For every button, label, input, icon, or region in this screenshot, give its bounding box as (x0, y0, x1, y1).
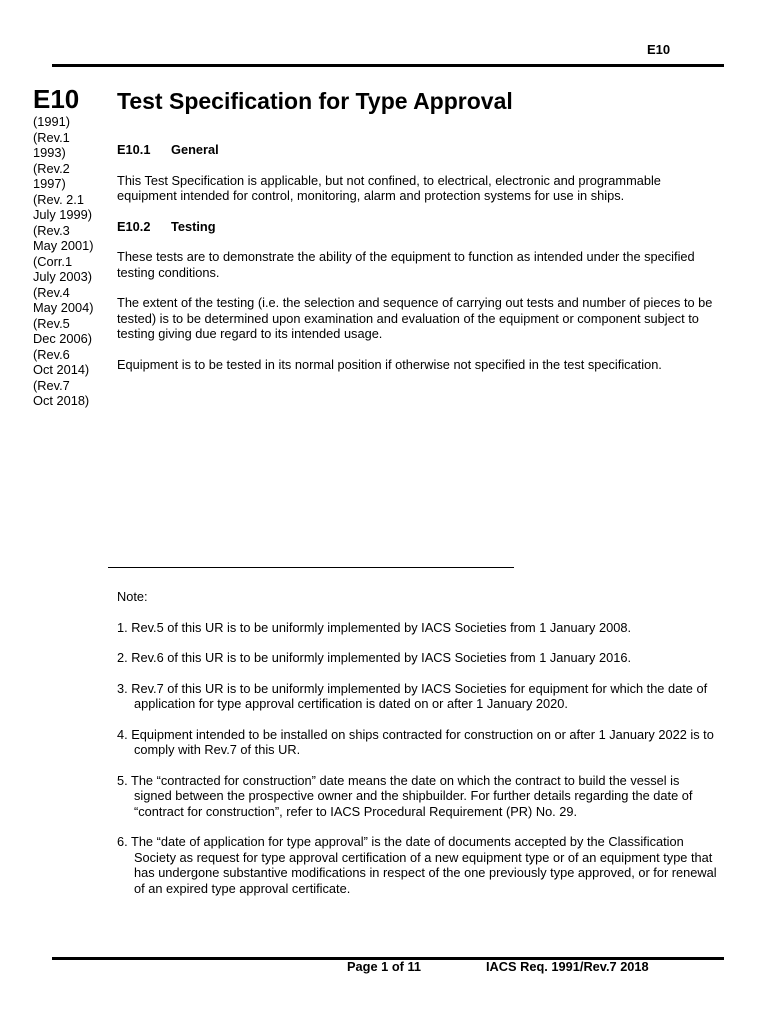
note-item: 3. Rev.7 of this UR is to be uniformly implemented by IACS Societies for equipment for which the date of application for type approval certification is dated on or after 1 January 2020. (117, 680, 708, 711)
revision-line: (Corr.1 (33, 253, 73, 269)
header-doc-code: E10 (647, 42, 671, 57)
revision-line: (Rev.6 (33, 346, 70, 362)
revision-line: July 1999) (33, 207, 93, 222)
revision-line: (Rev.2 (33, 160, 70, 176)
revision-line: May 2004) (33, 300, 94, 315)
section-number: E10.1 (117, 142, 151, 157)
revision-line: (Rev.5 (33, 315, 70, 331)
section-title: General (171, 142, 219, 157)
note-item: 5. The “contracted for construction” date means the date on which the contract to build the vessel is signed between the prospective owner and the shipbuilder. For further details regarding the date of “contract for construction”, refer to IACS Procedural Requirement (PR) No. 29. (117, 772, 693, 819)
page-title: Test Specification for Type Approval (117, 88, 513, 114)
revision-line: (Rev.1 (33, 129, 70, 145)
revision-line: Oct 2014) (33, 362, 90, 377)
header-rule (52, 64, 724, 67)
revision-line: May 2001) (33, 238, 94, 253)
revision-line: (Rev.7 (33, 377, 70, 393)
main-content (117, 142, 717, 387)
section-heading (117, 142, 717, 158)
footnote-divider (108, 567, 514, 568)
paragraph: These tests are to demonstrate the ability of the equipment to function as intended under the specified testing conditions. (117, 249, 695, 280)
section-title: Testing (171, 218, 216, 234)
section-number: E10.2 (117, 218, 151, 234)
revision-line: 1993) (33, 145, 66, 160)
revision-line: Dec 2006) (33, 331, 93, 346)
revision-line: (1991) (33, 114, 70, 129)
revision-history (33, 114, 93, 409)
revision-line: (Rev.3 (33, 222, 70, 238)
page-number: Page 1 of 11 (347, 959, 421, 974)
paragraph: The extent of the testing (i.e. the selection and sequence of carrying out tests and number of pieces to be tested) is to be determined upon examination and evaluation of the equipment or component subject to testing giving due regard to its intended usage. (117, 295, 713, 341)
paragraph: Equipment is to be tested in its normal position if otherwise not specified in the test specification. (117, 356, 662, 372)
paragraph: This Test Specification is applicable, but not confined, to electrical, electronic and programmable equipment intended for control, monitoring, alarm and protection systems for use in ships. (117, 172, 661, 203)
revision-line: (Rev.4 (33, 284, 70, 300)
note-item: 6. The “date of application for type approval” is the date of documents accepted by the Classification Society as request for type approval certification of a new equipment type or of an equipment type that has undergone substantive modifications in respect of the one previously type approved, or for renewal of an expired type approval certificate. (117, 834, 717, 896)
sidebar-doc-code: E10 (33, 84, 80, 114)
revision-line: (Rev. 2.1 (33, 191, 84, 207)
note-item: 2. Rev.6 of this UR is to be uniformly implemented by IACS Societies from 1 January 2016. (117, 650, 631, 665)
note-item: 1. Rev.5 of this UR is to be uniformly implemented by IACS Societies from 1 January 2008. (117, 619, 631, 635)
notes-block (117, 589, 717, 911)
document-reference: IACS Req. 1991/Rev.7 2018 (486, 959, 649, 974)
section-heading (117, 219, 717, 235)
notes-label: Note: (117, 589, 148, 604)
note-item: 4. Equipment intended to be installed on ships contracted for construction on or after 1 January 2022 is to comply with Rev.7 of this UR. (117, 726, 714, 757)
revision-line: Oct 2018) (33, 393, 90, 408)
revision-line: 1997) (33, 176, 66, 191)
revision-line: July 2003) (33, 269, 93, 284)
